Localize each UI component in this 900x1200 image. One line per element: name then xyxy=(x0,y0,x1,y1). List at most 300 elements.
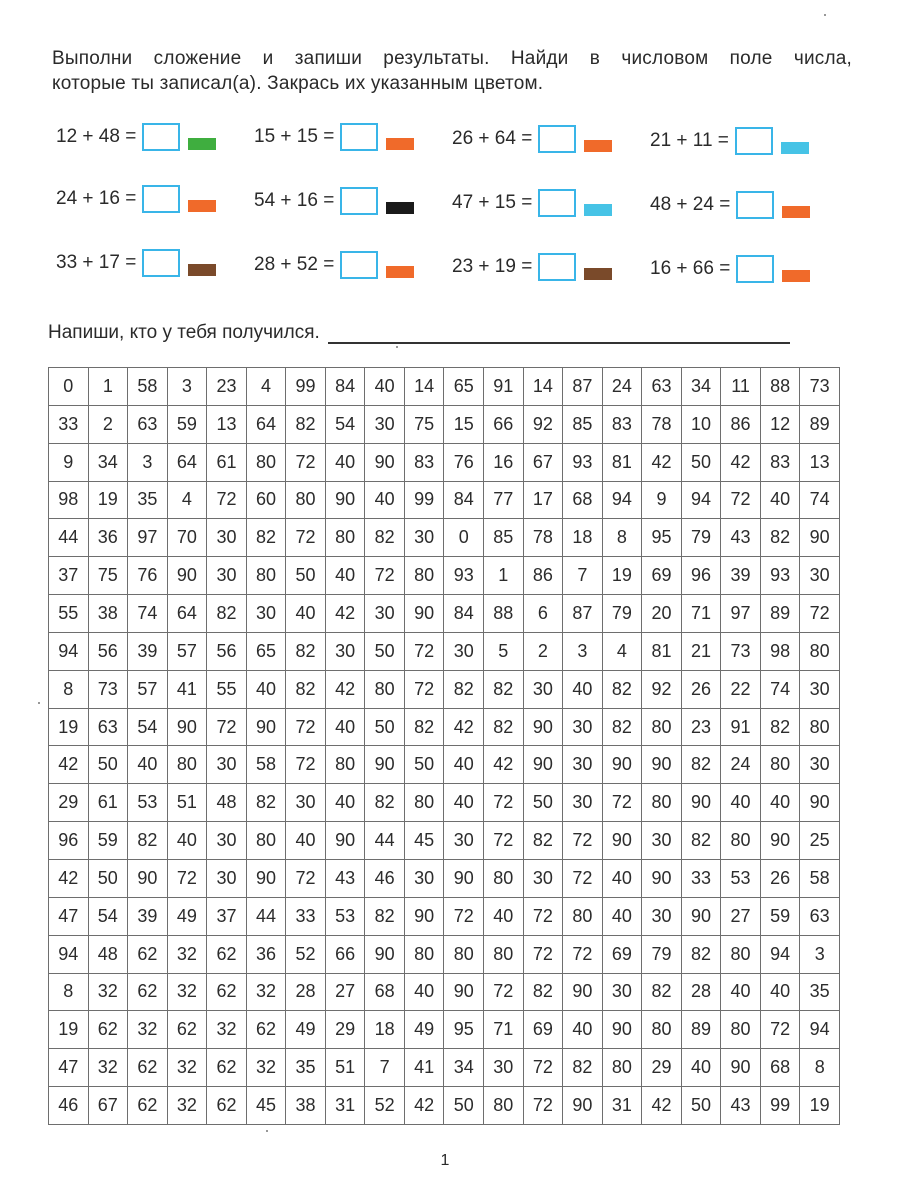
grid-cell[interactable]: 14 xyxy=(523,368,563,406)
grid-cell[interactable]: 19 xyxy=(88,481,128,519)
grid-cell[interactable]: 13 xyxy=(207,405,247,443)
result-answer-line[interactable] xyxy=(328,320,790,344)
grid-cell[interactable]: 42 xyxy=(325,670,365,708)
grid-cell[interactable]: 30 xyxy=(444,822,484,860)
grid-cell[interactable]: 50 xyxy=(88,746,128,784)
grid-cell[interactable]: 99 xyxy=(404,481,444,519)
grid-cell[interactable]: 82 xyxy=(365,519,405,557)
grid-cell[interactable]: 38 xyxy=(88,595,128,633)
grid-cell[interactable]: 95 xyxy=(444,1011,484,1049)
grid-cell[interactable]: 90 xyxy=(325,481,365,519)
grid-cell[interactable]: 82 xyxy=(681,822,721,860)
grid-cell[interactable]: 31 xyxy=(602,1087,642,1125)
grid-cell[interactable]: 29 xyxy=(642,1049,682,1087)
grid-cell[interactable]: 19 xyxy=(49,708,89,746)
grid-cell[interactable]: 52 xyxy=(286,935,326,973)
grid-cell[interactable]: 62 xyxy=(246,1011,286,1049)
grid-cell[interactable]: 26 xyxy=(760,859,800,897)
grid-cell[interactable]: 80 xyxy=(444,935,484,973)
grid-cell[interactable]: 82 xyxy=(523,973,563,1011)
grid-cell[interactable]: 27 xyxy=(721,897,761,935)
grid-cell[interactable]: 90 xyxy=(563,973,603,1011)
grid-cell[interactable]: 44 xyxy=(365,822,405,860)
grid-cell[interactable]: 79 xyxy=(681,519,721,557)
grid-cell[interactable]: 30 xyxy=(365,405,405,443)
grid-cell[interactable]: 90 xyxy=(365,443,405,481)
grid-cell[interactable]: 4 xyxy=(602,632,642,670)
grid-cell[interactable]: 73 xyxy=(800,368,840,406)
grid-cell[interactable]: 73 xyxy=(88,670,128,708)
grid-cell[interactable]: 90 xyxy=(523,746,563,784)
grid-cell[interactable]: 72 xyxy=(800,595,840,633)
grid-cell[interactable]: 82 xyxy=(286,632,326,670)
grid-cell[interactable]: 92 xyxy=(523,405,563,443)
grid-cell[interactable]: 20 xyxy=(642,595,682,633)
grid-cell[interactable]: 1 xyxy=(484,557,524,595)
grid-cell[interactable]: 26 xyxy=(681,670,721,708)
grid-cell[interactable]: 30 xyxy=(365,595,405,633)
grid-cell[interactable]: 73 xyxy=(721,632,761,670)
grid-cell[interactable]: 80 xyxy=(365,670,405,708)
grid-cell[interactable]: 42 xyxy=(484,746,524,784)
grid-cell[interactable]: 83 xyxy=(602,405,642,443)
grid-cell[interactable]: 72 xyxy=(404,632,444,670)
grid-cell[interactable]: 23 xyxy=(681,708,721,746)
grid-cell[interactable]: 87 xyxy=(563,368,603,406)
grid-cell[interactable]: 38 xyxy=(286,1087,326,1125)
grid-cell[interactable]: 90 xyxy=(800,784,840,822)
grid-cell[interactable]: 72 xyxy=(207,708,247,746)
grid-cell[interactable]: 6 xyxy=(523,595,563,633)
grid-cell[interactable]: 40 xyxy=(246,670,286,708)
grid-cell[interactable]: 22 xyxy=(721,670,761,708)
grid-cell[interactable]: 44 xyxy=(246,897,286,935)
grid-cell[interactable]: 32 xyxy=(88,973,128,1011)
grid-cell[interactable]: 33 xyxy=(286,897,326,935)
grid-cell[interactable]: 72 xyxy=(760,1011,800,1049)
grid-cell[interactable]: 63 xyxy=(88,708,128,746)
grid-cell[interactable]: 82 xyxy=(523,822,563,860)
grid-cell[interactable]: 30 xyxy=(563,784,603,822)
grid-cell[interactable]: 78 xyxy=(523,519,563,557)
grid-cell[interactable]: 82 xyxy=(681,746,721,784)
grid-cell[interactable]: 59 xyxy=(88,822,128,860)
grid-cell[interactable]: 33 xyxy=(49,405,89,443)
grid-cell[interactable]: 10 xyxy=(681,405,721,443)
grid-cell[interactable]: 3 xyxy=(800,935,840,973)
grid-cell[interactable]: 90 xyxy=(404,595,444,633)
grid-cell[interactable]: 53 xyxy=(325,897,365,935)
grid-cell[interactable]: 50 xyxy=(444,1087,484,1125)
grid-cell[interactable]: 34 xyxy=(88,443,128,481)
grid-cell[interactable]: 48 xyxy=(88,935,128,973)
grid-cell[interactable]: 67 xyxy=(523,443,563,481)
grid-cell[interactable]: 30 xyxy=(444,632,484,670)
grid-cell[interactable]: 72 xyxy=(207,481,247,519)
grid-cell[interactable]: 50 xyxy=(523,784,563,822)
grid-cell[interactable]: 66 xyxy=(484,405,524,443)
grid-cell[interactable]: 96 xyxy=(49,822,89,860)
grid-cell[interactable]: 90 xyxy=(721,1049,761,1087)
grid-cell[interactable]: 30 xyxy=(207,859,247,897)
grid-cell[interactable]: 89 xyxy=(800,405,840,443)
grid-cell[interactable]: 40 xyxy=(760,481,800,519)
grid-cell[interactable]: 42 xyxy=(721,443,761,481)
grid-cell[interactable]: 72 xyxy=(523,897,563,935)
grid-cell[interactable]: 90 xyxy=(365,746,405,784)
grid-cell[interactable]: 90 xyxy=(642,746,682,784)
grid-cell[interactable]: 80 xyxy=(404,557,444,595)
grid-cell[interactable]: 69 xyxy=(642,557,682,595)
grid-cell[interactable]: 94 xyxy=(49,632,89,670)
grid-cell[interactable]: 2 xyxy=(523,632,563,670)
grid-cell[interactable]: 72 xyxy=(484,822,524,860)
grid-cell[interactable]: 84 xyxy=(325,368,365,406)
answer-box[interactable] xyxy=(538,189,576,217)
grid-cell[interactable]: 19 xyxy=(602,557,642,595)
grid-cell[interactable]: 62 xyxy=(207,973,247,1011)
grid-cell[interactable]: 94 xyxy=(602,481,642,519)
grid-cell[interactable]: 11 xyxy=(721,368,761,406)
grid-cell[interactable]: 82 xyxy=(365,897,405,935)
grid-cell[interactable]: 5 xyxy=(484,632,524,670)
grid-cell[interactable]: 61 xyxy=(207,443,247,481)
grid-cell[interactable]: 72 xyxy=(523,1049,563,1087)
grid-cell[interactable]: 64 xyxy=(167,443,207,481)
grid-cell[interactable]: 42 xyxy=(49,859,89,897)
grid-cell[interactable]: 42 xyxy=(325,595,365,633)
grid-cell[interactable]: 82 xyxy=(365,784,405,822)
grid-cell[interactable]: 72 xyxy=(721,481,761,519)
grid-cell[interactable]: 43 xyxy=(721,1087,761,1125)
grid-cell[interactable]: 40 xyxy=(286,822,326,860)
grid-cell[interactable]: 31 xyxy=(325,1087,365,1125)
grid-cell[interactable]: 90 xyxy=(444,973,484,1011)
grid-cell[interactable]: 91 xyxy=(721,708,761,746)
grid-cell[interactable]: 0 xyxy=(49,368,89,406)
grid-cell[interactable]: 82 xyxy=(681,935,721,973)
grid-cell[interactable]: 82 xyxy=(484,670,524,708)
grid-cell[interactable]: 70 xyxy=(167,519,207,557)
grid-cell[interactable]: 98 xyxy=(49,481,89,519)
grid-cell[interactable]: 40 xyxy=(365,368,405,406)
grid-cell[interactable]: 72 xyxy=(286,708,326,746)
grid-cell[interactable]: 89 xyxy=(760,595,800,633)
grid-cell[interactable]: 40 xyxy=(602,897,642,935)
grid-cell[interactable]: 50 xyxy=(286,557,326,595)
grid-cell[interactable]: 9 xyxy=(642,481,682,519)
grid-cell[interactable]: 62 xyxy=(207,935,247,973)
grid-cell[interactable]: 90 xyxy=(602,1011,642,1049)
grid-cell[interactable]: 32 xyxy=(167,1087,207,1125)
grid-cell[interactable]: 86 xyxy=(721,405,761,443)
grid-cell[interactable]: 30 xyxy=(523,859,563,897)
grid-cell[interactable]: 82 xyxy=(207,595,247,633)
grid-cell[interactable]: 40 xyxy=(563,1011,603,1049)
grid-cell[interactable]: 13 xyxy=(800,443,840,481)
grid-cell[interactable]: 97 xyxy=(721,595,761,633)
grid-cell[interactable]: 32 xyxy=(167,935,207,973)
grid-cell[interactable]: 90 xyxy=(523,708,563,746)
grid-cell[interactable]: 94 xyxy=(760,935,800,973)
grid-cell[interactable]: 90 xyxy=(444,859,484,897)
grid-cell[interactable]: 72 xyxy=(286,859,326,897)
answer-box[interactable] xyxy=(736,191,774,219)
grid-cell[interactable]: 72 xyxy=(484,784,524,822)
grid-cell[interactable]: 80 xyxy=(800,708,840,746)
grid-cell[interactable]: 62 xyxy=(207,1087,247,1125)
grid-cell[interactable]: 62 xyxy=(88,1011,128,1049)
grid-cell[interactable]: 82 xyxy=(286,405,326,443)
grid-cell[interactable]: 40 xyxy=(721,973,761,1011)
grid-cell[interactable]: 40 xyxy=(721,784,761,822)
grid-cell[interactable]: 80 xyxy=(404,935,444,973)
grid-cell[interactable]: 40 xyxy=(681,1049,721,1087)
grid-cell[interactable]: 90 xyxy=(602,746,642,784)
grid-cell[interactable]: 71 xyxy=(681,595,721,633)
grid-cell[interactable]: 40 xyxy=(286,595,326,633)
grid-cell[interactable]: 82 xyxy=(484,708,524,746)
grid-cell[interactable]: 30 xyxy=(800,557,840,595)
grid-cell[interactable]: 29 xyxy=(325,1011,365,1049)
grid-cell[interactable]: 4 xyxy=(167,481,207,519)
grid-cell[interactable]: 90 xyxy=(563,1087,603,1125)
grid-cell[interactable]: 80 xyxy=(167,746,207,784)
grid-cell[interactable]: 59 xyxy=(760,897,800,935)
grid-cell[interactable]: 46 xyxy=(49,1087,89,1125)
grid-cell[interactable]: 7 xyxy=(365,1049,405,1087)
grid-cell[interactable]: 90 xyxy=(325,822,365,860)
grid-cell[interactable]: 54 xyxy=(128,708,168,746)
grid-cell[interactable]: 42 xyxy=(444,708,484,746)
grid-cell[interactable]: 32 xyxy=(207,1011,247,1049)
grid-cell[interactable]: 52 xyxy=(365,1087,405,1125)
grid-cell[interactable]: 45 xyxy=(404,822,444,860)
grid-cell[interactable]: 97 xyxy=(128,519,168,557)
grid-cell[interactable]: 35 xyxy=(128,481,168,519)
grid-cell[interactable]: 82 xyxy=(760,519,800,557)
grid-cell[interactable]: 75 xyxy=(404,405,444,443)
grid-cell[interactable]: 65 xyxy=(444,368,484,406)
grid-cell[interactable]: 1 xyxy=(88,368,128,406)
grid-cell[interactable]: 19 xyxy=(800,1087,840,1125)
grid-cell[interactable]: 58 xyxy=(800,859,840,897)
grid-cell[interactable]: 72 xyxy=(404,670,444,708)
grid-cell[interactable]: 42 xyxy=(404,1087,444,1125)
grid-cell[interactable]: 80 xyxy=(325,746,365,784)
grid-cell[interactable]: 58 xyxy=(128,368,168,406)
grid-cell[interactable]: 39 xyxy=(721,557,761,595)
grid-cell[interactable]: 30 xyxy=(563,746,603,784)
answer-box[interactable] xyxy=(142,185,180,213)
grid-cell[interactable]: 59 xyxy=(167,405,207,443)
grid-cell[interactable]: 84 xyxy=(444,595,484,633)
grid-cell[interactable]: 87 xyxy=(563,595,603,633)
grid-cell[interactable]: 9 xyxy=(49,443,89,481)
grid-cell[interactable]: 69 xyxy=(602,935,642,973)
grid-cell[interactable]: 35 xyxy=(800,973,840,1011)
grid-cell[interactable]: 82 xyxy=(760,708,800,746)
grid-cell[interactable]: 41 xyxy=(404,1049,444,1087)
grid-cell[interactable]: 15 xyxy=(444,405,484,443)
grid-cell[interactable]: 76 xyxy=(128,557,168,595)
grid-cell[interactable]: 81 xyxy=(642,632,682,670)
grid-cell[interactable]: 32 xyxy=(167,973,207,1011)
grid-cell[interactable]: 90 xyxy=(681,784,721,822)
grid-cell[interactable]: 88 xyxy=(760,368,800,406)
grid-cell[interactable]: 30 xyxy=(800,746,840,784)
grid-cell[interactable]: 36 xyxy=(246,935,286,973)
grid-cell[interactable]: 66 xyxy=(325,935,365,973)
grid-cell[interactable]: 40 xyxy=(325,557,365,595)
grid-cell[interactable]: 80 xyxy=(760,746,800,784)
grid-cell[interactable]: 34 xyxy=(444,1049,484,1087)
grid-cell[interactable]: 14 xyxy=(404,368,444,406)
grid-cell[interactable]: 8 xyxy=(49,973,89,1011)
grid-cell[interactable]: 51 xyxy=(325,1049,365,1087)
grid-cell[interactable]: 48 xyxy=(207,784,247,822)
grid-cell[interactable]: 90 xyxy=(365,935,405,973)
grid-cell[interactable]: 79 xyxy=(642,935,682,973)
grid-cell[interactable]: 74 xyxy=(760,670,800,708)
grid-cell[interactable]: 68 xyxy=(365,973,405,1011)
grid-cell[interactable]: 90 xyxy=(800,519,840,557)
grid-cell[interactable]: 94 xyxy=(681,481,721,519)
grid-cell[interactable]: 85 xyxy=(484,519,524,557)
grid-cell[interactable]: 63 xyxy=(128,405,168,443)
grid-cell[interactable]: 43 xyxy=(721,519,761,557)
grid-cell[interactable]: 56 xyxy=(207,632,247,670)
grid-cell[interactable]: 40 xyxy=(444,784,484,822)
grid-cell[interactable]: 32 xyxy=(246,1049,286,1087)
grid-cell[interactable]: 28 xyxy=(681,973,721,1011)
grid-cell[interactable]: 30 xyxy=(642,897,682,935)
grid-cell[interactable]: 53 xyxy=(721,859,761,897)
grid-cell[interactable]: 72 xyxy=(484,973,524,1011)
grid-cell[interactable]: 82 xyxy=(286,670,326,708)
grid-cell[interactable]: 89 xyxy=(681,1011,721,1049)
grid-cell[interactable]: 32 xyxy=(128,1011,168,1049)
grid-cell[interactable]: 30 xyxy=(484,1049,524,1087)
answer-box[interactable] xyxy=(538,125,576,153)
grid-cell[interactable]: 30 xyxy=(246,595,286,633)
grid-cell[interactable]: 62 xyxy=(128,1049,168,1087)
grid-cell[interactable]: 90 xyxy=(246,859,286,897)
grid-cell[interactable]: 72 xyxy=(286,746,326,784)
grid-cell[interactable]: 58 xyxy=(246,746,286,784)
grid-cell[interactable]: 79 xyxy=(602,595,642,633)
grid-cell[interactable]: 71 xyxy=(484,1011,524,1049)
grid-cell[interactable]: 80 xyxy=(484,935,524,973)
grid-cell[interactable]: 80 xyxy=(246,822,286,860)
grid-cell[interactable]: 62 xyxy=(128,973,168,1011)
grid-cell[interactable]: 35 xyxy=(286,1049,326,1087)
grid-cell[interactable]: 47 xyxy=(49,1049,89,1087)
grid-cell[interactable]: 50 xyxy=(365,708,405,746)
grid-cell[interactable]: 40 xyxy=(325,708,365,746)
grid-cell[interactable]: 69 xyxy=(523,1011,563,1049)
grid-cell[interactable]: 72 xyxy=(563,859,603,897)
grid-cell[interactable]: 45 xyxy=(246,1087,286,1125)
grid-cell[interactable]: 8 xyxy=(800,1049,840,1087)
grid-cell[interactable]: 85 xyxy=(563,405,603,443)
answer-box[interactable] xyxy=(538,253,576,281)
grid-cell[interactable]: 80 xyxy=(642,708,682,746)
grid-cell[interactable]: 90 xyxy=(404,897,444,935)
grid-cell[interactable]: 90 xyxy=(760,822,800,860)
grid-cell[interactable]: 74 xyxy=(800,481,840,519)
grid-cell[interactable]: 51 xyxy=(167,784,207,822)
grid-cell[interactable]: 54 xyxy=(325,405,365,443)
grid-cell[interactable]: 27 xyxy=(325,973,365,1011)
grid-cell[interactable]: 80 xyxy=(602,1049,642,1087)
grid-cell[interactable]: 80 xyxy=(721,1011,761,1049)
grid-cell[interactable]: 16 xyxy=(484,443,524,481)
grid-cell[interactable]: 39 xyxy=(128,897,168,935)
grid-cell[interactable]: 93 xyxy=(760,557,800,595)
grid-cell[interactable]: 81 xyxy=(602,443,642,481)
grid-cell[interactable]: 74 xyxy=(128,595,168,633)
grid-cell[interactable]: 3 xyxy=(167,368,207,406)
grid-cell[interactable]: 82 xyxy=(444,670,484,708)
grid-cell[interactable]: 80 xyxy=(246,443,286,481)
grid-cell[interactable]: 7 xyxy=(563,557,603,595)
grid-cell[interactable]: 29 xyxy=(49,784,89,822)
grid-cell[interactable]: 80 xyxy=(325,519,365,557)
grid-cell[interactable]: 32 xyxy=(167,1049,207,1087)
grid-cell[interactable]: 82 xyxy=(246,519,286,557)
grid-cell[interactable]: 78 xyxy=(642,405,682,443)
grid-cell[interactable]: 99 xyxy=(286,368,326,406)
grid-cell[interactable]: 30 xyxy=(207,822,247,860)
grid-cell[interactable]: 18 xyxy=(563,519,603,557)
grid-cell[interactable]: 72 xyxy=(523,1087,563,1125)
grid-cell[interactable]: 72 xyxy=(523,935,563,973)
grid-cell[interactable]: 0 xyxy=(444,519,484,557)
answer-box[interactable] xyxy=(735,127,773,155)
grid-cell[interactable]: 25 xyxy=(800,822,840,860)
grid-cell[interactable]: 90 xyxy=(246,708,286,746)
grid-cell[interactable]: 42 xyxy=(642,443,682,481)
grid-cell[interactable]: 95 xyxy=(642,519,682,557)
grid-cell[interactable]: 80 xyxy=(404,784,444,822)
grid-cell[interactable]: 41 xyxy=(167,670,207,708)
grid-cell[interactable]: 82 xyxy=(602,708,642,746)
grid-cell[interactable]: 50 xyxy=(681,443,721,481)
grid-cell[interactable]: 64 xyxy=(167,595,207,633)
grid-cell[interactable]: 40 xyxy=(167,822,207,860)
grid-cell[interactable]: 84 xyxy=(444,481,484,519)
grid-cell[interactable]: 57 xyxy=(128,670,168,708)
grid-cell[interactable]: 24 xyxy=(721,746,761,784)
answer-box[interactable] xyxy=(142,249,180,277)
grid-cell[interactable]: 30 xyxy=(642,822,682,860)
grid-cell[interactable]: 63 xyxy=(642,368,682,406)
grid-cell[interactable]: 36 xyxy=(88,519,128,557)
answer-box[interactable] xyxy=(340,187,378,215)
grid-cell[interactable]: 24 xyxy=(602,368,642,406)
grid-cell[interactable]: 40 xyxy=(563,670,603,708)
grid-cell[interactable]: 2 xyxy=(88,405,128,443)
grid-cell[interactable]: 61 xyxy=(88,784,128,822)
grid-cell[interactable]: 30 xyxy=(286,784,326,822)
grid-cell[interactable]: 72 xyxy=(286,519,326,557)
grid-cell[interactable]: 50 xyxy=(681,1087,721,1125)
grid-cell[interactable]: 55 xyxy=(49,595,89,633)
grid-cell[interactable]: 80 xyxy=(642,1011,682,1049)
grid-cell[interactable]: 92 xyxy=(642,670,682,708)
grid-cell[interactable]: 98 xyxy=(760,632,800,670)
